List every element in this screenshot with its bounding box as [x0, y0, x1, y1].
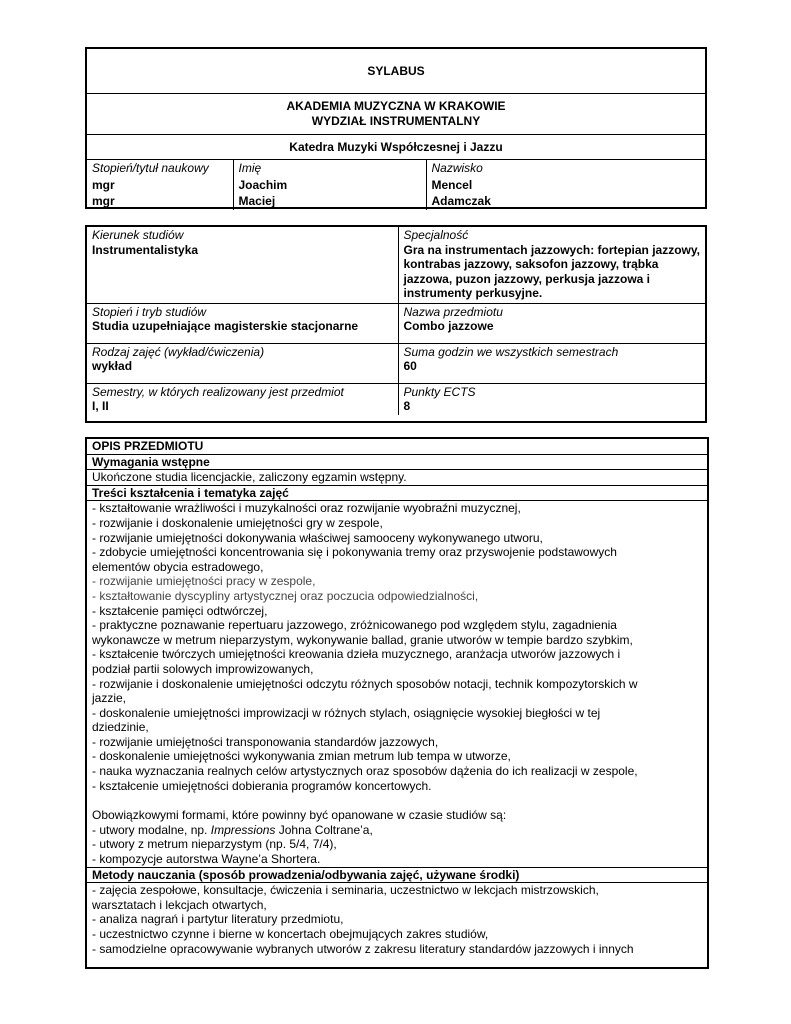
teacher-last-name: Mencel: [426, 177, 705, 194]
subject-name-cell: [398, 303, 705, 343]
specialty-label: Specjalność: [403, 228, 469, 242]
content-line: - rozwijanie i doskonalenie umiejętności gry w zespole,: [92, 515, 383, 530]
content-line: - rozwijanie umiejętności dokonywania właściwej samooceny wykonywanego utworu,: [92, 530, 543, 545]
methods-body: [87, 883, 707, 956]
field-of-study-label: Kierunek studiów: [92, 228, 184, 242]
degree-mode-label: Stopień i tryb studiów: [92, 304, 207, 319]
content-line: - rozwijanie umiejętności pracy w zespole,: [92, 574, 316, 589]
class-type-cell: [87, 343, 398, 383]
content-line: - doskonalenie umiejętności wykonywania zmian metrum lub tempa w utworze,: [92, 749, 511, 764]
content-line: podział partii solowych improwizowanych,: [92, 661, 314, 676]
subject-name-value: Combo jazzowe: [403, 319, 494, 334]
spacer: [92, 793, 702, 808]
teacher-first-name: Maciej: [233, 193, 426, 210]
content-line: dziedzinie,: [92, 720, 149, 735]
description-title: OPIS PRZEDMIOTU: [87, 439, 707, 454]
academy-name: [87, 94, 705, 135]
semesters-cell: [87, 383, 398, 415]
obligatory-item: [92, 823, 702, 838]
content-line: - doskonalenie umiejętności improwizacji w różnych stylach, osiągnięcie wysokiej biegłości w tej: [92, 705, 601, 720]
content-line: elementów obycia estradowego,: [92, 559, 264, 574]
ects-cell: [398, 383, 705, 415]
methods-title: Metody nauczania (sposób prowadzenia/odbywania zajęć, używane środki): [87, 867, 707, 883]
obligatory-item-text: - utwory modalne, np.: [92, 822, 211, 837]
semesters-value: I, II: [92, 399, 109, 414]
methods-line: - uczestnictwo czynne i bierne w koncertach obejmujących zakres studiów,: [92, 927, 489, 941]
faculty-line: WYDZIAŁ INSTRUMENTALNY: [311, 114, 481, 128]
document-title: SYLABUS: [87, 49, 705, 94]
class-type-label: Rodzaj zajęć (wykład/ćwiczenia): [92, 344, 265, 359]
total-hours-value: 60: [403, 359, 417, 374]
content-line: - praktyczne poznawanie repertuaru jazzowego, zróżnicowanego pod względem stylu, zagadnienia: [92, 618, 617, 633]
subject-name-label: Nazwa przedmiotu: [403, 304, 503, 319]
content-line: - kształcenie pamięci odtwórczej,: [92, 603, 268, 618]
teacher-last-name: Adamczak: [426, 193, 705, 210]
obligatory-item: - utwory z metrum nieparzystym (np. 5/4, 7/4),: [92, 837, 337, 852]
content-body: [87, 501, 707, 867]
total-hours-cell: [398, 343, 705, 383]
ects-value: 8: [403, 399, 411, 414]
methods-line: warsztatach i lekcjach otwartych,: [92, 897, 267, 912]
content-line: - kształcenie twórczych umiejętności kreowania dzieła muzycznego, aranżacja utworów jazzowych i: [92, 647, 621, 662]
last-name-label: Nazwisko: [426, 160, 705, 177]
course-description-box: [85, 437, 709, 969]
ects-label: Punkty ECTS: [403, 384, 476, 399]
content-line: - kształtowanie wrażliwości i muzykalności oraz rozwijanie wyobraźni muzycznej,: [92, 501, 521, 516]
content-line: wykonawcze w metrum nieparzystym, wykonywanie ballad, granie utworów w tempie bardzo szybkim,: [92, 632, 633, 647]
content-line: - zdobycie umiejętności koncentrowania się i pokonywania tremy oraz przyswojenie podstawowych: [92, 545, 617, 560]
content-line: jazzie,: [92, 691, 127, 706]
content-line: - rozwijanie i doskonalenie umiejętności odczytu różnych sposobów notacji, technik kompozytorskich w: [92, 676, 638, 691]
methods-line: - analiza nagrań i partytur literatury przedmiotu,: [92, 912, 344, 927]
piece-title: Impressions: [210, 822, 276, 837]
department-name: Katedra Muzyki Współczesnej i Jazzu: [87, 135, 705, 160]
obligatory-intro: Obowiązkowymi formami, które powinny być opanowane w czasie studiów są:: [92, 808, 507, 823]
class-type-value: wykład: [92, 359, 133, 374]
degree-mode-value: Studia uzupełniające magisterskie stacjonarne: [92, 319, 359, 334]
first-name-label: Imię: [233, 160, 426, 177]
content-title: Treści kształcenia i tematyka zajęć: [87, 485, 707, 501]
content-line: - kształtowanie dyscypliny artystycznej oraz poczucia odpowiedzialności,: [92, 588, 479, 603]
teacher-degree: mgr: [87, 177, 233, 194]
prerequisites-title: Wymagania wstępne: [87, 454, 707, 470]
total-hours-label: Suma godzin we wszystkich semestrach: [403, 344, 619, 359]
content-line: - nauka wyznaczania realnych celów artystycznych oraz sposobów dążenia do ich realizacji w zespole,: [92, 764, 638, 779]
degree-mode-cell: [87, 303, 398, 343]
teacher-degree: mgr: [87, 193, 233, 210]
prerequisites-text: Ukończone studia licencjackie, zaliczony egzamin wstępny.: [87, 470, 707, 486]
specialty-cell: [398, 227, 705, 303]
semesters-label: Semestry, w których realizowany jest przedmiot: [92, 384, 344, 399]
teacher-first-name: Joachim: [233, 177, 426, 194]
degree-label: Stopień/tytuł naukowy: [87, 160, 233, 177]
academy-line: AKADEMIA MUZYCZNA W KRAKOWIE: [286, 99, 506, 114]
course-info-box: [85, 225, 707, 423]
field-of-study-value: Instrumentalistyka: [92, 242, 199, 257]
obligatory-item-text: Johna Coltrane’a,: [275, 822, 373, 837]
header-box: [85, 47, 707, 209]
specialty-value: Gra na instrumentach jazzowych: fortepian jazzowy, kontrabas jazzowy, saksofon jazzowy, trąbka jazzowa, puzon jazzowy, perkusja jazzowa i instrumenty perkusyjne.: [403, 242, 701, 301]
content-line: - kształcenie umiejętności dobierania programów koncertowych.: [92, 778, 432, 793]
obligatory-item: - kompozycje autorstwa Wayne’a Shortera.: [92, 852, 321, 867]
content-line: - rozwijanie umiejętności transponowania standardów jazzowych,: [92, 734, 439, 749]
field-of-study-cell: [87, 227, 398, 303]
methods-line: - samodzielne opracowywanie wybranych utworów z zakresu literatury standardów jazzowych i innych: [92, 941, 634, 956]
methods-line: - zajęcia zespołowe, konsultacje, ćwiczenia i seminaria, uczestnictwo w lekcjach mistrzowskich,: [92, 883, 599, 898]
